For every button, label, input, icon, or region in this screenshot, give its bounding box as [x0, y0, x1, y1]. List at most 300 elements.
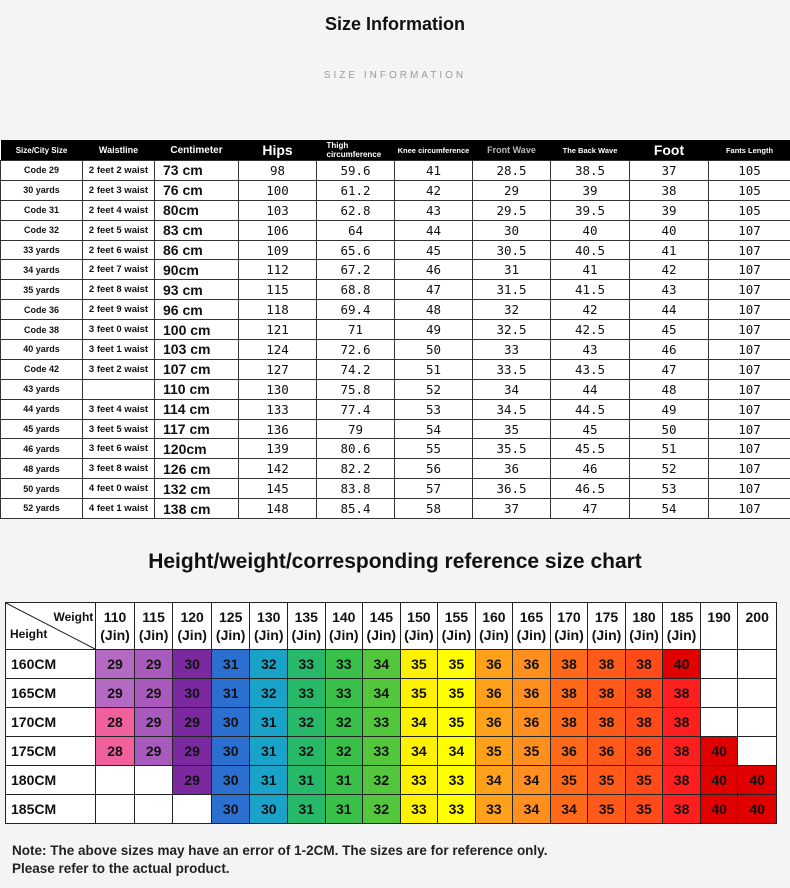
- size-cell: 107: [709, 320, 790, 340]
- size-cell: 35.5: [473, 439, 551, 459]
- size-row: [1, 240, 790, 260]
- size-chart-cell: 32: [363, 795, 401, 824]
- weight-col-header: [173, 603, 212, 650]
- size-cell: 59.6: [317, 161, 395, 181]
- size-cell: 107 cm: [155, 359, 239, 379]
- size-cell: 107: [709, 379, 790, 399]
- size-col-header: Centimeter: [155, 140, 239, 161]
- size-row: [1, 459, 790, 479]
- size-cell: 42: [630, 260, 709, 280]
- size-chart-cell: 34: [363, 650, 401, 679]
- size-chart-cell: 33: [475, 795, 513, 824]
- weight-value: 150: [407, 609, 431, 625]
- size-cell: 85.4: [317, 499, 395, 519]
- size-chart-cell: 38: [663, 737, 701, 766]
- size-cell: 130: [239, 379, 317, 399]
- size-cell: 76 cm: [155, 180, 239, 200]
- size-cell: 107: [709, 419, 790, 439]
- size-cell: 100 cm: [155, 320, 239, 340]
- size-cell: 117 cm: [155, 419, 239, 439]
- weight-unit: (Jin): [215, 627, 246, 643]
- size-cell: 3 feet 6 waist: [83, 439, 155, 459]
- size-cell: 48 yards: [1, 459, 83, 479]
- hw-row: [6, 737, 777, 766]
- size-cell: 107: [709, 340, 790, 360]
- size-cell: 47: [551, 499, 630, 519]
- size-chart-cell: 38: [625, 650, 663, 679]
- size-cell: 138 cm: [155, 499, 239, 519]
- size-cell: 52: [630, 459, 709, 479]
- size-chart-cell: 38: [663, 766, 701, 795]
- size-chart-cell: [96, 766, 135, 795]
- size-cell: 103 cm: [155, 340, 239, 360]
- size-chart-cell: 35: [438, 679, 476, 708]
- size-chart-cell: 38: [588, 708, 626, 737]
- size-chart-cell: 34: [475, 766, 513, 795]
- size-chart-cell: 38: [625, 708, 663, 737]
- size-chart-cell: 38: [588, 679, 626, 708]
- weight-col-header: [475, 603, 513, 650]
- size-cell: 105: [709, 200, 790, 220]
- size-chart-cell: 40: [700, 795, 738, 824]
- size-chart-cell: 34: [550, 795, 588, 824]
- size-chart-cell: [700, 650, 738, 679]
- size-cell: 43: [395, 200, 473, 220]
- size-cell: 30 yards: [1, 180, 83, 200]
- weight-col-header: [700, 603, 738, 650]
- size-chart-cell: [96, 795, 135, 824]
- hw-corner-cell: [6, 603, 96, 650]
- size-cell: 148: [239, 499, 317, 519]
- size-chart-cell: 30: [173, 679, 212, 708]
- weight-col-header: [134, 603, 173, 650]
- hw-row: [6, 679, 777, 708]
- size-cell: 2 feet 6 waist: [83, 240, 155, 260]
- size-cell: 3 feet 2 waist: [83, 359, 155, 379]
- weight-value: 120: [180, 609, 204, 625]
- size-chart-cell: 29: [134, 650, 173, 679]
- height-label: 185CM: [6, 795, 96, 824]
- size-chart-cell: 35: [550, 766, 588, 795]
- size-chart-cell: 32: [288, 737, 326, 766]
- size-cell: 86 cm: [155, 240, 239, 260]
- size-cell: 39: [551, 180, 630, 200]
- height-axis-label: Height: [10, 627, 48, 641]
- size-cell: 52 yards: [1, 499, 83, 519]
- size-cell: 48: [395, 300, 473, 320]
- size-cell: 39: [630, 200, 709, 220]
- size-chart-cell: [700, 679, 738, 708]
- size-cell: 45.5: [551, 439, 630, 459]
- weight-col-header: [325, 603, 363, 650]
- size-col-header: Knee circumference: [395, 140, 473, 161]
- weight-value: 165: [519, 609, 544, 625]
- weight-col-header: [738, 603, 777, 650]
- size-row: [1, 161, 790, 181]
- page-title: Size Information: [324, 14, 465, 34]
- size-row: [1, 499, 790, 519]
- weight-value: 175: [594, 609, 619, 625]
- size-cell: 46: [395, 260, 473, 280]
- height-label: 165CM: [6, 679, 96, 708]
- hw-row: [6, 650, 777, 679]
- size-cell: 3 feet 5 waist: [83, 419, 155, 439]
- size-chart-cell: 36: [475, 679, 513, 708]
- size-chart-cell: 33: [400, 766, 438, 795]
- size-cell: 2 feet 3 waist: [83, 180, 155, 200]
- weight-value: 115: [142, 609, 165, 625]
- size-cell: 80.6: [317, 439, 395, 459]
- height-label: 180CM: [6, 766, 96, 795]
- size-chart-cell: 36: [513, 679, 551, 708]
- weight-col-header: [363, 603, 401, 650]
- size-cell: 3 feet 1 waist: [83, 340, 155, 360]
- size-cell: 2 feet 5 waist: [83, 220, 155, 240]
- size-col-header: The Back Wave: [551, 140, 630, 161]
- size-cell: 65.6: [317, 240, 395, 260]
- size-cell: 2 feet 7 waist: [83, 260, 155, 280]
- size-cell: 50: [630, 419, 709, 439]
- size-cell: 68.8: [317, 280, 395, 300]
- size-chart-cell: 33: [438, 766, 476, 795]
- size-chart-cell: 38: [663, 795, 701, 824]
- size-cell: 107: [709, 300, 790, 320]
- size-cell: 40: [630, 220, 709, 240]
- weight-col-header: [550, 603, 588, 650]
- size-cell: 56: [395, 459, 473, 479]
- size-cell: 38: [630, 180, 709, 200]
- weight-value: 145: [369, 609, 393, 625]
- size-chart-cell: 34: [400, 737, 438, 766]
- size-chart-cell: 33: [438, 795, 476, 824]
- size-chart-cell: 33: [363, 737, 401, 766]
- size-chart-cell: 40: [738, 795, 777, 824]
- size-cell: 100: [239, 180, 317, 200]
- size-cell: 45: [551, 419, 630, 439]
- size-cell: 44: [395, 220, 473, 240]
- size-chart-cell: 38: [625, 679, 663, 708]
- size-cell: 31: [473, 260, 551, 280]
- size-cell: 64: [317, 220, 395, 240]
- size-chart-cell: 29: [96, 650, 135, 679]
- size-cell: 41: [395, 161, 473, 181]
- weight-unit: (Jin): [591, 627, 622, 643]
- weight-value: 170: [557, 609, 581, 625]
- size-cell: 39.5: [551, 200, 630, 220]
- size-cell: 107: [709, 359, 790, 379]
- size-cell: 53: [395, 399, 473, 419]
- size-row: [1, 280, 790, 300]
- size-cell: 54: [630, 499, 709, 519]
- size-cell: 34 yards: [1, 260, 83, 280]
- size-chart-cell: 31: [211, 650, 250, 679]
- weight-value: 185: [669, 609, 694, 625]
- size-chart-cell: 33: [325, 650, 363, 679]
- size-cell: 106: [239, 220, 317, 240]
- size-cell: 2 feet 8 waist: [83, 280, 155, 300]
- weight-col-header: [663, 603, 701, 650]
- size-cell: 43 yards: [1, 379, 83, 399]
- weight-unit: (Jin): [666, 627, 697, 643]
- weight-value: 110: [103, 609, 127, 625]
- size-cell: 47: [395, 280, 473, 300]
- size-chart-cell: [738, 650, 777, 679]
- size-cell: 115: [239, 280, 317, 300]
- size-cell: 29.5: [473, 200, 551, 220]
- size-cell: 34: [473, 379, 551, 399]
- size-cell: 41.5: [551, 280, 630, 300]
- size-chart-cell: 28: [96, 737, 135, 766]
- hw-chart-header: [6, 603, 777, 650]
- size-chart-cell: 31: [250, 766, 288, 795]
- size-cell: 37: [630, 161, 709, 181]
- size-chart-cell: 40: [700, 766, 738, 795]
- weight-col-header: [438, 603, 476, 650]
- size-cell: 4 feet 1 waist: [83, 499, 155, 519]
- size-cell: 132 cm: [155, 479, 239, 499]
- size-cell: 98: [239, 161, 317, 181]
- size-cell: 127: [239, 359, 317, 379]
- size-cell: Code 29: [1, 161, 83, 181]
- size-cell: 4 feet 0 waist: [83, 479, 155, 499]
- size-cell: 107: [709, 479, 790, 499]
- size-cell: Code 42: [1, 359, 83, 379]
- size-chart-cell: 36: [550, 737, 588, 766]
- size-chart-cell: 29: [96, 679, 135, 708]
- size-cell: 79: [317, 419, 395, 439]
- size-row: [1, 320, 790, 340]
- weight-unit: (Jin): [441, 627, 472, 643]
- size-chart-cell: 30: [173, 650, 212, 679]
- size-chart-cell: 32: [325, 737, 363, 766]
- weight-axis-label: Weight: [53, 610, 94, 624]
- size-cell: 55: [395, 439, 473, 459]
- size-chart-cell: 29: [134, 679, 173, 708]
- size-cell: 46.5: [551, 479, 630, 499]
- size-cell: 32.5: [473, 320, 551, 340]
- size-cell: 120cm: [155, 439, 239, 459]
- size-cell: 61.2: [317, 180, 395, 200]
- size-cell: 107: [709, 220, 790, 240]
- size-cell: 145: [239, 479, 317, 499]
- size-chart-cell: 33: [400, 795, 438, 824]
- size-cell: 107: [709, 499, 790, 519]
- size-chart-cell: 35: [400, 679, 438, 708]
- hw-row: [6, 708, 777, 737]
- weight-unit: (Jin): [177, 627, 207, 643]
- size-chart-cell: 32: [250, 679, 288, 708]
- size-chart-cell: 36: [588, 737, 626, 766]
- size-cell: 73 cm: [155, 161, 239, 181]
- size-cell: 107: [709, 280, 790, 300]
- size-chart-cell: 35: [438, 650, 476, 679]
- size-col-header: Size/City Size: [1, 140, 83, 161]
- size-cell: 3 feet 4 waist: [83, 399, 155, 419]
- weight-unit: (Jin): [291, 627, 322, 643]
- weight-unit: (Jin): [100, 627, 130, 643]
- size-cell: 48: [630, 379, 709, 399]
- size-cell: 103: [239, 200, 317, 220]
- size-cell: 36: [473, 459, 551, 479]
- size-chart-cell: 32: [250, 650, 288, 679]
- size-cell: 35 yards: [1, 280, 83, 300]
- size-cell: 40.5: [551, 240, 630, 260]
- size-cell: 51: [630, 439, 709, 459]
- size-cell: 53: [630, 479, 709, 499]
- weight-unit: (Jin): [329, 627, 359, 643]
- size-chart-cell: 33: [288, 650, 326, 679]
- size-cell: 83.8: [317, 479, 395, 499]
- size-chart-cell: 33: [325, 679, 363, 708]
- size-cell: 67.2: [317, 260, 395, 280]
- size-chart-cell: 38: [588, 650, 626, 679]
- size-cell: 107: [709, 260, 790, 280]
- size-cell: 44 yards: [1, 399, 83, 419]
- size-cell: 37: [473, 499, 551, 519]
- size-cell: 45: [630, 320, 709, 340]
- size-cell: 28.5: [473, 161, 551, 181]
- size-row: [1, 220, 790, 240]
- size-chart-cell: 35: [625, 766, 663, 795]
- size-row: [1, 300, 790, 320]
- size-chart-cell: 38: [550, 708, 588, 737]
- size-cell: 118: [239, 300, 317, 320]
- size-cell: 71: [317, 320, 395, 340]
- size-chart-cell: 34: [513, 795, 551, 824]
- weight-unit: (Jin): [404, 627, 434, 643]
- weight-unit: (Jin): [366, 627, 397, 643]
- size-chart-cell: [738, 737, 777, 766]
- size-col-header: Front Wave: [473, 140, 551, 161]
- size-cell: 80cm: [155, 200, 239, 220]
- size-row: [1, 180, 790, 200]
- size-cell: 2 feet 9 waist: [83, 300, 155, 320]
- size-cell: 50: [395, 340, 473, 360]
- size-cell: 40: [551, 220, 630, 240]
- size-chart-cell: 36: [625, 737, 663, 766]
- size-table-header: [1, 140, 790, 161]
- size-cell: 136: [239, 419, 317, 439]
- size-chart-cell: 29: [173, 766, 212, 795]
- size-cell: 41: [551, 260, 630, 280]
- size-cell: 142: [239, 459, 317, 479]
- size-cell: 90cm: [155, 260, 239, 280]
- size-chart-cell: 31: [211, 679, 250, 708]
- size-chart-cell: 36: [513, 650, 551, 679]
- size-cell: 32: [473, 300, 551, 320]
- size-chart-cell: 40: [700, 737, 738, 766]
- size-chart-cell: 35: [588, 766, 626, 795]
- weight-value: 125: [219, 609, 243, 625]
- weight-unit: (Jin): [479, 627, 509, 643]
- size-chart-cell: 31: [325, 795, 363, 824]
- size-cell: 30.5: [473, 240, 551, 260]
- size-cell: 74.2: [317, 359, 395, 379]
- size-cell: 52: [395, 379, 473, 399]
- weight-col-header: [513, 603, 551, 650]
- size-cell: 107: [709, 240, 790, 260]
- size-row: [1, 419, 790, 439]
- size-chart-cell: 30: [211, 766, 250, 795]
- size-cell: 83 cm: [155, 220, 239, 240]
- weight-col-header: [588, 603, 626, 650]
- size-cell: 96 cm: [155, 300, 239, 320]
- size-row: [1, 479, 790, 499]
- weight-value: 190: [707, 609, 731, 625]
- size-chart-cell: 35: [625, 795, 663, 824]
- weight-col-header: [250, 603, 288, 650]
- size-cell: 93 cm: [155, 280, 239, 300]
- size-col-header: Thigh circumference: [317, 140, 395, 161]
- chart-title: Height/weight/corresponding reference size chart: [148, 550, 642, 573]
- size-chart-cell: 31: [288, 766, 326, 795]
- weight-col-header: [288, 603, 326, 650]
- size-chart-cell: 32: [363, 766, 401, 795]
- note-line-1: Note: The above sizes may have an error of 1-2CM. The sizes are for reference only.: [12, 843, 548, 858]
- size-cell: 44: [551, 379, 630, 399]
- size-chart-cell: 35: [475, 737, 513, 766]
- size-chart-cell: 34: [363, 679, 401, 708]
- size-cell: 72.6: [317, 340, 395, 360]
- weight-unit: (Jin): [253, 627, 284, 643]
- size-cell: 33: [473, 340, 551, 360]
- size-cell: 109: [239, 240, 317, 260]
- size-col-header: Waistline: [83, 140, 155, 161]
- page-subtitle: SIZE INFORMATION: [323, 70, 467, 81]
- size-chart-cell: 29: [173, 737, 212, 766]
- size-chart-cell: 31: [250, 708, 288, 737]
- size-cell: 58: [395, 499, 473, 519]
- size-cell: 50 yards: [1, 479, 83, 499]
- size-cell: 42: [395, 180, 473, 200]
- size-cell: 34.5: [473, 399, 551, 419]
- size-col-header: Foot: [630, 140, 709, 161]
- size-row: [1, 200, 790, 220]
- size-cell: 75.8: [317, 379, 395, 399]
- size-cell: 51: [395, 359, 473, 379]
- size-chart-cell: 34: [400, 708, 438, 737]
- weight-value: 135: [294, 609, 318, 625]
- size-cell: 2 feet 4 waist: [83, 200, 155, 220]
- weight-col-header: [625, 603, 663, 650]
- size-chart-cell: 34: [513, 766, 551, 795]
- size-cell: 139: [239, 439, 317, 459]
- weight-unit: (Jin): [554, 627, 584, 643]
- size-chart-cell: 30: [250, 795, 288, 824]
- size-chart-cell: 29: [134, 737, 173, 766]
- size-cell: 121: [239, 320, 317, 340]
- size-cell: 3 feet 8 waist: [83, 459, 155, 479]
- size-chart-cell: 32: [288, 708, 326, 737]
- size-chart-cell: [173, 795, 212, 824]
- size-chart-cell: [134, 766, 173, 795]
- hw-row: [6, 795, 777, 824]
- size-cell: 45 yards: [1, 419, 83, 439]
- size-row: [1, 379, 790, 399]
- size-chart-cell: 36: [475, 708, 513, 737]
- height-weight-chart: [5, 602, 777, 824]
- size-cell: 49: [395, 320, 473, 340]
- size-cell: [83, 379, 155, 399]
- size-chart-cell: 31: [325, 766, 363, 795]
- size-chart-cell: [738, 708, 777, 737]
- size-chart-cell: [134, 795, 173, 824]
- size-cell: 43: [551, 340, 630, 360]
- size-cell: Code 36: [1, 300, 83, 320]
- size-cell: 45: [395, 240, 473, 260]
- size-cell: 42.5: [551, 320, 630, 340]
- size-cell: 107: [709, 399, 790, 419]
